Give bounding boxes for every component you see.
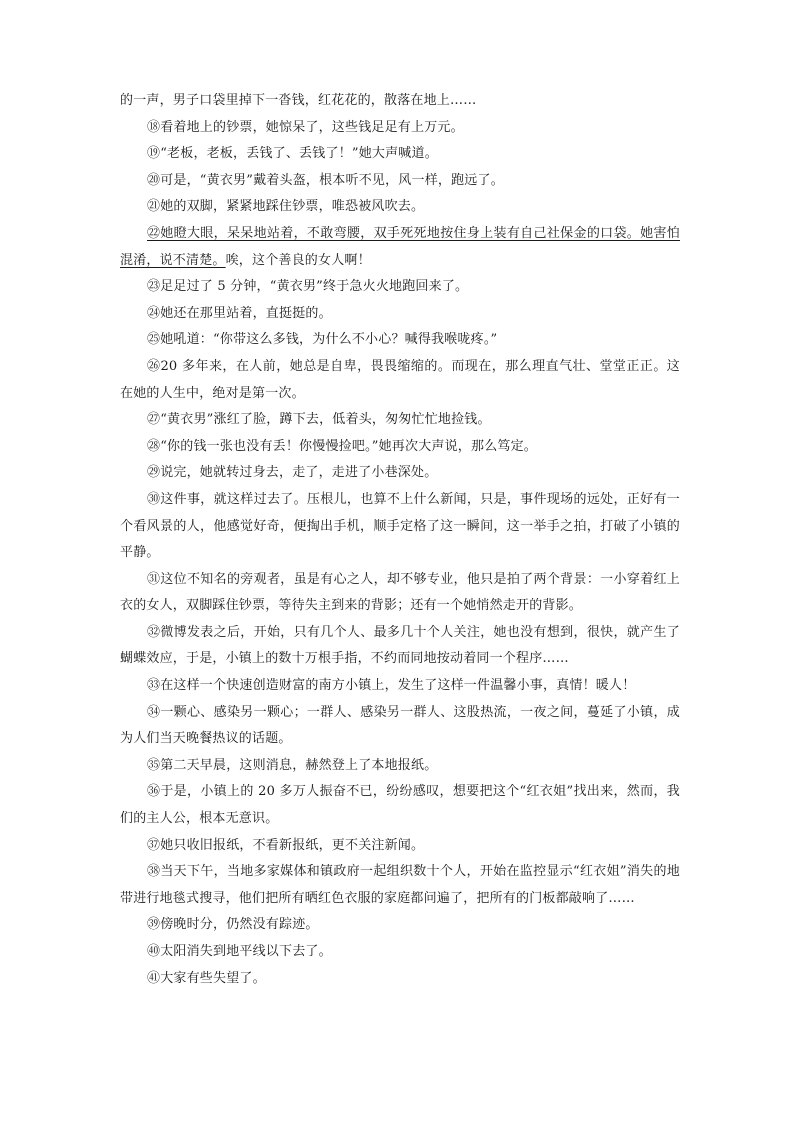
paragraph-27: ㉗“黄衣男”涨红了脸，蹲下去，低着头，匆匆忙忙地捡钱。	[147, 412, 491, 428]
paragraph-28: ㉘“你的钱一张也没有丢！你慢慢捡吧。”她再次大声说，那么笃定。	[147, 438, 537, 454]
paragraph-35: ㉟第二天早晨，这则消息，赫然登上了本地报纸。	[147, 757, 438, 773]
paragraph-40: ㊵太阳消失到地平线以下去了。	[147, 944, 332, 959]
paragraph-33: ㉝在这样一个快速创造财富的南方小镇上，发生了这样一件温馨小事，真情！暖人！	[147, 678, 636, 694]
paragraph-34: ㉞一颗心、感染另一颗心；一群人、感染另一群人、这股热流，一夜之间，蔓延了小镇，成为人们当天晚餐热议的话题。	[120, 704, 680, 747]
paragraph-26: ㉖20 多年来，在人前，她总是自卑，畏畏缩缩的。而现在，那么理直气壮、堂堂正正。这在她的人生中，绝对是第一次。	[120, 358, 680, 401]
paragraph-30: ㉚这件事，就这样过去了。压根儿，也算不上什么新闻，只是，事件现场的远处，正好有一个看风景的人，他感觉好奇，便掏出手机，顺手定格了这一瞬间，这一举手之拍，打破了小镇的平静。	[120, 491, 680, 561]
paragraph-20: ⑳可是，“黄衣男”戴着头盔，根本听不见，风一样，跑远了。	[147, 172, 504, 188]
paragraph-23: ㉓足足过了 5 分钟，“黄衣男”终于急火火地跑回来了。	[147, 279, 469, 295]
paragraph-22	[120, 221, 680, 274]
paragraph-18: ⑱看着地上的钞票，她惊呆了，这些钱足足有上万元。	[147, 119, 464, 135]
paragraph-29: ㉙说完，她就转过身去，走了，走进了小巷深处。	[147, 465, 438, 481]
paragraph-21: ㉑她的双脚，紧紧地踩住钞票，唯恐被风吹去。	[147, 199, 425, 215]
paragraph-25: ㉕她吼道：“你带这么多钱，为什么不小心？喊得我喉咙疼。”	[147, 332, 498, 348]
paragraph-31: ㉛这位不知名的旁观者，虽是有心之人，却不够专业，他只是拍了两个背景：一小穿着红上衣的女人，双脚踩住钞票，等待失主到来的背影；还有一个她悄然走开的背影。	[120, 571, 680, 614]
paragraph-37: ㊲她只收旧报纸，不看新报纸，更不关注新闻。	[147, 837, 425, 853]
paragraph-19: ⑲“老板，老板，丢钱了、丢钱了！”她大声喊道。	[147, 146, 438, 162]
paragraph-17-cont: 的一声，男子口袋里掉下一沓钱，红花花的，散落在地上……	[120, 93, 477, 108]
document-page	[120, 88, 680, 992]
paragraph-22-tail: 唉，这个善良的女人啊！	[225, 252, 371, 268]
paragraph-41: ㊶大家有些失望了。	[147, 970, 266, 986]
paragraph-24: ㉔她还在那里站着，直挺挺的。	[147, 305, 332, 321]
underlined-sentence: ㉒她瞪大眼，呆呆地站着，不敢弯腰，双手死死地按住身上装有自己社保金的口袋。她害怕混淆，说不清楚。	[120, 225, 680, 268]
paragraph-32: ㉜微博发表之后，开始，只有几个人、最多几十个人关注，她也没有想到，很快，就产生了蝴蝶效应，于是，小镇上的数十万根手指，不约而同地按动着同一个程序……	[120, 624, 680, 667]
paragraph-39: ㊴傍晚时分，仍然没有踪迹。	[147, 917, 319, 933]
paragraph-38: ㊳当天下午，当地多家媒体和镇政府一起组织数十个人，开始在监控显示“红衣姐”消失的地带进行地毯式搜寻，他们把所有晒红色衣服的家庭都问遍了，把所有的门板都敲响了……	[120, 864, 680, 906]
paragraph-36: ㊱于是，小镇上的 20 多万人振奋不已，纷纷感叹，想要把这个“红衣姐”找出来，然而，我们的主人公，根本无意识。	[120, 784, 680, 827]
